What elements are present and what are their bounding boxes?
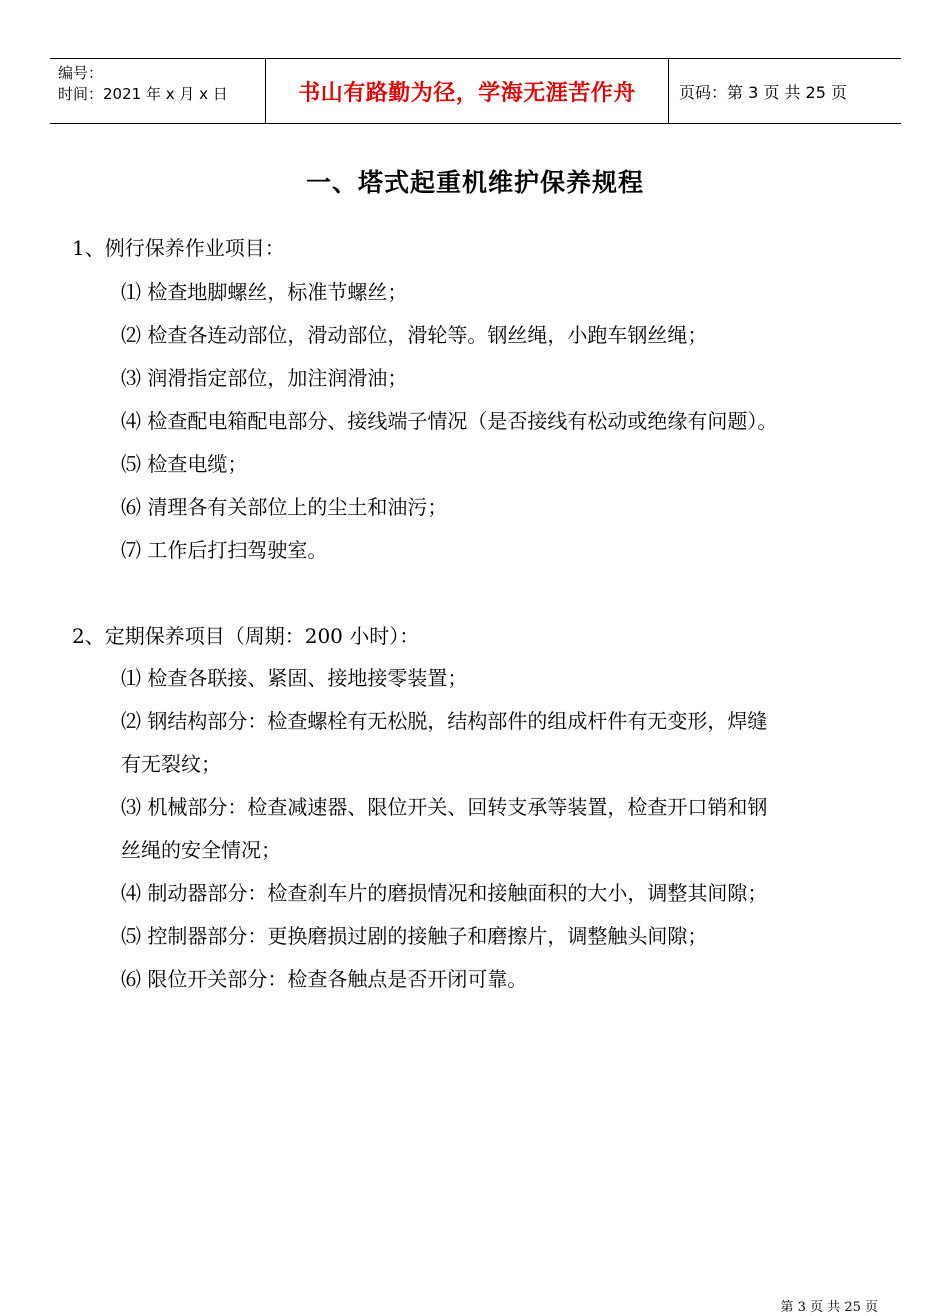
- section-1-item: ⑷ 检查配电箱配电部分、接线端子情况（是否接线有松动或绝缘有问题）。: [121, 409, 778, 433]
- section-2-line: ⑹ 限位开关部分：检查各触点是否开闭可靠。: [121, 967, 528, 991]
- section-2-line: ⑸ 控制器部分：更换磨损过剧的接触子和磨擦片，调整触头间隙；: [121, 924, 708, 948]
- section-2-line: 有无裂纹；: [121, 752, 221, 776]
- time-label: 时间：2021 年 x 月 x 日: [58, 85, 228, 103]
- page-footer: 第 3 页 共 25 页: [780, 1300, 878, 1315]
- header-page-info: 页码：第 3 页 共 25 页: [679, 82, 847, 102]
- section-2-heading: 2、定期保养项目（周期：200 小时）：: [72, 624, 420, 648]
- section-1-item: ⑵ 检查各连动部位，滑动部位，滑轮等。钢丝绳，小跑车钢丝绳；: [121, 323, 708, 347]
- section-2-line: ⑴ 检查各联接、紧固、接地接零装置；: [121, 666, 468, 690]
- section-1-heading: 1、例行保养作业项目：: [72, 236, 285, 260]
- header-meta-cell: [50, 59, 266, 123]
- number-label: 编号：: [58, 64, 104, 82]
- section-1-item: ⑹ 清理各有关部位上的尘土和油污；: [121, 495, 448, 519]
- section-1-item: ⑸ 检查电缆；: [121, 452, 248, 476]
- section-1-item: ⑺ 工作后打扫驾驶室。: [121, 538, 328, 562]
- section-2-line: 丝绳的安全情况；: [121, 838, 281, 862]
- section-2-line: ⑵ 钢结构部分：检查螺栓有无松脱，结构部件的组成杆件有无变形，焊缝: [121, 709, 768, 733]
- page-title: 一、塔式起重机维护保养规程: [305, 168, 644, 197]
- section-1-item: ⑶ 润滑指定部位，加注润滑油；: [121, 366, 408, 390]
- document-header: [50, 58, 901, 124]
- section-2-line: ⑶ 机械部分：检查减速器、限位开关、回转支承等装置，检查开口销和钢: [121, 795, 768, 819]
- header-motto: 书山有路勤为径，学海无涯苦作舟: [266, 59, 669, 123]
- section-1-item: ⑴ 检查地脚螺丝，标准节螺丝；: [121, 280, 408, 304]
- section-2-line: ⑷ 制动器部分：检查刹车片的磨损情况和接触面积的大小，调整其间隙；: [121, 881, 768, 905]
